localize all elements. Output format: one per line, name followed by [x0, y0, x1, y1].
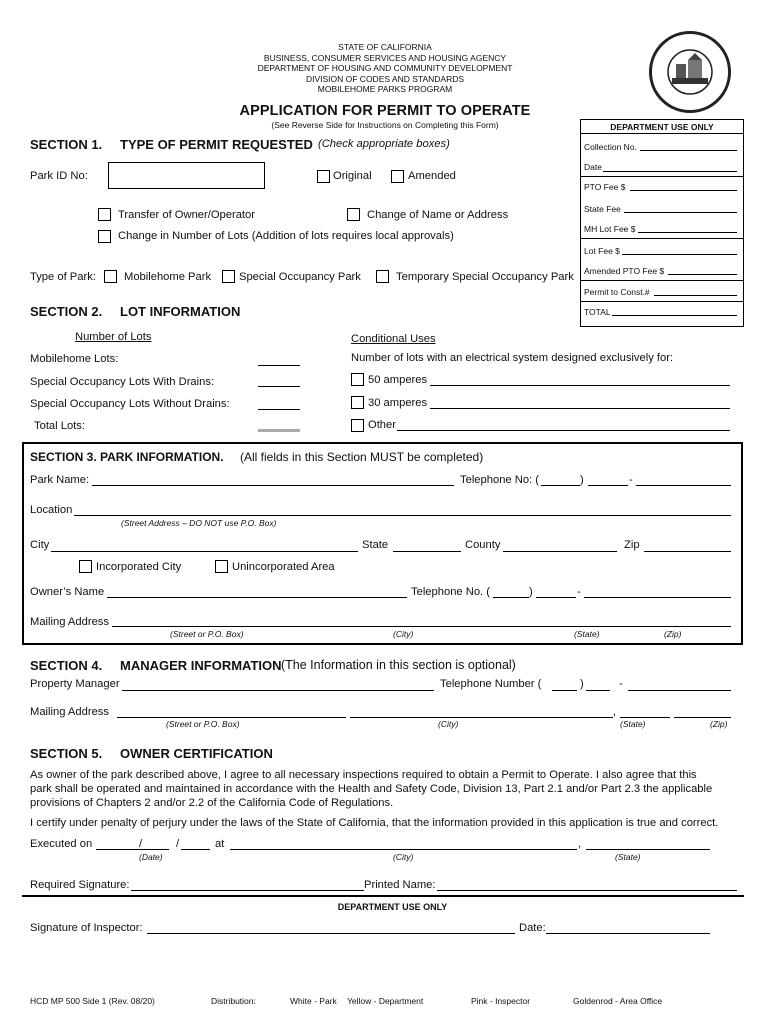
amended-pto-fee-label: Amended PTO Fee $ — [584, 266, 665, 276]
manager-state-field[interactable] — [620, 717, 670, 718]
amp30-checkbox[interactable] — [351, 396, 364, 409]
header-line: DEPARTMENT OF HOUSING AND COMMUNITY DEVELOPMENT — [257, 63, 513, 74]
city-hint: (City) — [393, 629, 414, 639]
owners-name-field[interactable] — [107, 597, 407, 598]
certification-line: provisions of Chapters 2 and/or 2.2 of the California Code of Regulations. — [30, 796, 394, 809]
city-label: City — [30, 539, 50, 551]
manager-state-hint: (State) — [620, 719, 646, 729]
required-signature-field[interactable] — [131, 890, 364, 891]
printed-name-field[interactable] — [437, 890, 737, 891]
change-name-checkbox[interactable] — [347, 208, 360, 221]
manager-phone-line-field[interactable] — [628, 690, 731, 691]
special-without-drains-label: Special Occupancy Lots Without Drains: — [30, 398, 230, 410]
park-id-label: Park ID No: — [30, 170, 88, 182]
form-id: HCD MP 500 Side 1 (Rev. 08/20) — [30, 996, 155, 1006]
header-line: STATE OF CALIFORNIA — [338, 42, 432, 52]
amended-checkbox[interactable] — [391, 170, 404, 183]
required-signature-label: Required Signature: — [30, 879, 130, 891]
transfer-label: Transfer of Owner/Operator — [118, 209, 255, 221]
location-hint: (Street Address – DO NOT use P.O. Box) — [121, 518, 277, 528]
department-use-title: DEPARTMENT USE ONLY — [610, 122, 714, 132]
electrical-label: Number of lots with an electrical system designed exclusively for: — [351, 352, 674, 364]
certification-line: park shall be operated and maintained in accordance with the Health and Safety Code, Division 13, Part 2.1 and/or Part 2.3 the applicable — [30, 782, 713, 795]
certification-paragraph — [30, 769, 746, 810]
section4-note: (The Information in this section is optional) — [281, 658, 516, 672]
amp50-label: 50 amperes — [368, 374, 428, 386]
mh-lot-fee-label: MH Lot Fee $ — [584, 224, 636, 234]
park-phone-line-field[interactable] — [636, 485, 731, 486]
property-manager-field[interactable] — [122, 690, 434, 691]
type-of-park-label: Type of Park: — [30, 271, 96, 283]
section2-number: SECTION 2. — [30, 304, 103, 319]
other-field[interactable] — [397, 430, 730, 431]
special-with-drains-label: Special Occupancy Lots With Drains: — [30, 376, 215, 388]
state-field[interactable] — [393, 551, 461, 552]
mobilehome-park-checkbox[interactable] — [104, 270, 117, 283]
unincorporated-area-checkbox[interactable] — [215, 560, 228, 573]
location-label: Location — [30, 504, 73, 516]
executed-city-field[interactable] — [230, 849, 577, 850]
total-lots-label: Total Lots: — [34, 420, 85, 432]
executed-date-hint: (Date) — [139, 852, 163, 862]
special-with-drains-field[interactable] — [258, 386, 300, 387]
location-field[interactable] — [74, 515, 731, 516]
park-phone-prefix-field[interactable] — [588, 485, 628, 486]
form-subtitle: (See Reverse Side for Instructions on Completing this Form) — [271, 120, 499, 130]
unincorporated-area-label: Unincorporated Area — [232, 561, 335, 573]
special-without-drains-field[interactable] — [258, 409, 300, 410]
distribution-goldenrod: Goldenrod - Area Office — [573, 996, 663, 1006]
section1-note: (Check appropriate boxes) — [318, 138, 450, 150]
inspector-signature-label: Signature of Inspector: — [30, 922, 143, 934]
amp30-field[interactable] — [430, 408, 730, 409]
county-label: County — [465, 539, 501, 551]
header-line: DIVISION OF CODES AND STANDARDS — [305, 73, 465, 84]
executed-year-field[interactable] — [181, 849, 210, 850]
date-field[interactable] — [603, 171, 737, 172]
other-checkbox[interactable] — [351, 419, 364, 432]
change-lots-label: Change in Number of Lots (Addition of lots requires local approvals) — [118, 230, 454, 242]
form-title: APPLICATION FOR PERMIT TO OPERATE — [239, 103, 531, 119]
park-name-label: Park Name: — [30, 474, 90, 486]
city-field[interactable] — [51, 551, 358, 552]
owner-phone-prefix-field[interactable] — [536, 597, 576, 598]
executed-state-hint: (State) — [615, 852, 641, 862]
inspector-signature-field[interactable] — [147, 933, 515, 934]
section1-number: SECTION 1. — [30, 137, 103, 152]
special-occupancy-checkbox[interactable] — [222, 270, 235, 283]
special-occupancy-label: Special Occupancy Park — [239, 271, 361, 283]
permit-to-const-field[interactable] — [654, 295, 737, 296]
park-name-field[interactable] — [92, 485, 454, 486]
perjury-statement: I certify under penalty of perjury under the laws of the State of California, that the information provided in this application is true and correct. — [30, 817, 719, 829]
section4-title: MANAGER INFORMATION — [120, 658, 282, 673]
manager-zip-field[interactable] — [674, 717, 731, 718]
owner-mailing-label: Mailing Address — [30, 616, 109, 628]
section1-title: TYPE OF PERMIT REQUESTED — [120, 137, 313, 152]
date-label: Date — [584, 162, 602, 172]
incorporated-city-checkbox[interactable] — [79, 560, 92, 573]
other-label: Other — [368, 419, 396, 431]
permit-to-const-label: Permit to Const.# — [584, 287, 650, 297]
distribution-yellow: Yellow - Department — [347, 996, 424, 1006]
amp30-label: 30 amperes — [368, 397, 428, 409]
zip-label: Zip — [624, 539, 640, 551]
manager-area-code-field[interactable] — [552, 690, 577, 691]
manager-street-hint: (Street or P.O. Box) — [166, 719, 240, 729]
zip-field[interactable] — [644, 551, 731, 552]
inspector-date-label: Date: — [519, 922, 546, 934]
owner-area-code-field[interactable] — [493, 597, 529, 598]
park-area-code-field[interactable] — [541, 485, 580, 486]
manager-phone-prefix-field[interactable] — [586, 690, 610, 691]
change-name-label: Change of Name or Address — [367, 209, 509, 221]
divider — [22, 895, 744, 897]
executed-city-hint: (City) — [393, 852, 414, 862]
executed-on-label: Executed on — [30, 838, 93, 850]
original-label: Original — [333, 170, 372, 182]
collection-no-field[interactable] — [640, 150, 737, 151]
temporary-special-label: Temporary Special Occupancy Park — [396, 271, 574, 283]
inspector-date-field[interactable] — [546, 933, 710, 934]
zip-hint: (Zip) — [664, 629, 682, 639]
state-label: State — [362, 539, 389, 551]
executed-month-field[interactable] — [96, 849, 169, 850]
amp50-field[interactable] — [430, 385, 730, 386]
manager-telephone-label: Telephone Number ( — [440, 678, 542, 690]
department-use-only-label: DEPARTMENT USE ONLY — [337, 902, 448, 912]
pto-fee-field[interactable] — [630, 190, 737, 191]
total-field[interactable] — [612, 315, 737, 316]
distribution-label: Distribution: — [211, 996, 256, 1006]
park-telephone-label: Telephone No: ( — [460, 474, 539, 486]
amended-pto-fee-field[interactable] — [668, 274, 737, 275]
state-fee-field[interactable] — [624, 212, 737, 213]
manager-city-field[interactable] — [350, 717, 613, 718]
incorporated-city-label: Incorporated City — [96, 561, 182, 573]
mobilehome-lots-label: Mobilehome Lots: — [30, 353, 119, 365]
property-manager-label: Property Manager — [30, 678, 120, 690]
section3-title: SECTION 3. PARK INFORMATION. — [30, 450, 224, 464]
owner-mailing-field[interactable] — [112, 626, 731, 627]
header-line: BUSINESS, CONSUMER SERVICES AND HOUSING AGENCY — [263, 52, 507, 63]
printed-name-label: Printed Name: — [364, 879, 436, 891]
mh-lot-fee-field[interactable] — [638, 232, 737, 233]
state-hint: (State) — [574, 629, 600, 639]
temporary-special-checkbox[interactable] — [376, 270, 389, 283]
change-lots-checkbox[interactable] — [98, 230, 111, 243]
lot-fee-field[interactable] — [622, 254, 737, 255]
pto-fee-label: PTO Fee $ — [584, 182, 626, 192]
transfer-checkbox[interactable] — [98, 208, 111, 221]
lot-fee-label: Lot Fee $ — [584, 246, 620, 256]
original-checkbox[interactable] — [317, 170, 330, 183]
distribution-pink: Pink - Inspector — [471, 996, 531, 1006]
total-label: TOTAL — [584, 307, 611, 317]
number-of-lots-heading: Number of Lots — [75, 331, 152, 343]
state-fee-label: State Fee — [584, 204, 621, 214]
executed-state-field[interactable] — [586, 849, 710, 850]
park-id-input[interactable] — [108, 162, 265, 189]
conditional-uses-heading: Conditional Uses — [351, 333, 436, 345]
amp50-checkbox[interactable] — [351, 373, 364, 386]
hcd-seal-logo — [649, 31, 731, 113]
mobilehome-lots-field[interactable] — [258, 365, 300, 366]
manager-city-hint: (City) — [438, 719, 459, 729]
section5-number: SECTION 5. — [30, 746, 103, 761]
collection-no-label: Collection No. — [584, 142, 637, 152]
section4-number: SECTION 4. — [30, 658, 103, 673]
section3-note: (All fields in this Section MUST be completed) — [240, 450, 484, 464]
manager-street-field[interactable] — [117, 717, 346, 718]
manager-mailing-label: Mailing Address — [30, 706, 109, 718]
certification-line: As owner of the park described above, I agree to all necessary inspections required to obtain a Permit to Operate. I also agree that this — [30, 769, 697, 781]
manager-zip-hint: (Zip) — [710, 719, 728, 729]
section5-title: OWNER CERTIFICATION — [120, 746, 273, 761]
owner-phone-line-field[interactable] — [584, 597, 731, 598]
header-line: MOBILEHOME PARKS PROGRAM — [317, 84, 453, 95]
amended-label: Amended — [408, 170, 456, 182]
street-hint: (Street or P.O. Box) — [170, 629, 244, 639]
mobilehome-park-label: Mobilehome Park — [124, 271, 212, 283]
total-lots-field[interactable] — [258, 429, 300, 432]
distribution-white: White - Park — [290, 996, 337, 1006]
owners-name-label: Owner’s Name — [30, 586, 105, 598]
at-label: at — [215, 838, 225, 850]
owner-telephone-label: Telephone No. ( — [411, 586, 490, 598]
county-field[interactable] — [503, 551, 617, 552]
section2-title: LOT INFORMATION — [120, 304, 241, 319]
